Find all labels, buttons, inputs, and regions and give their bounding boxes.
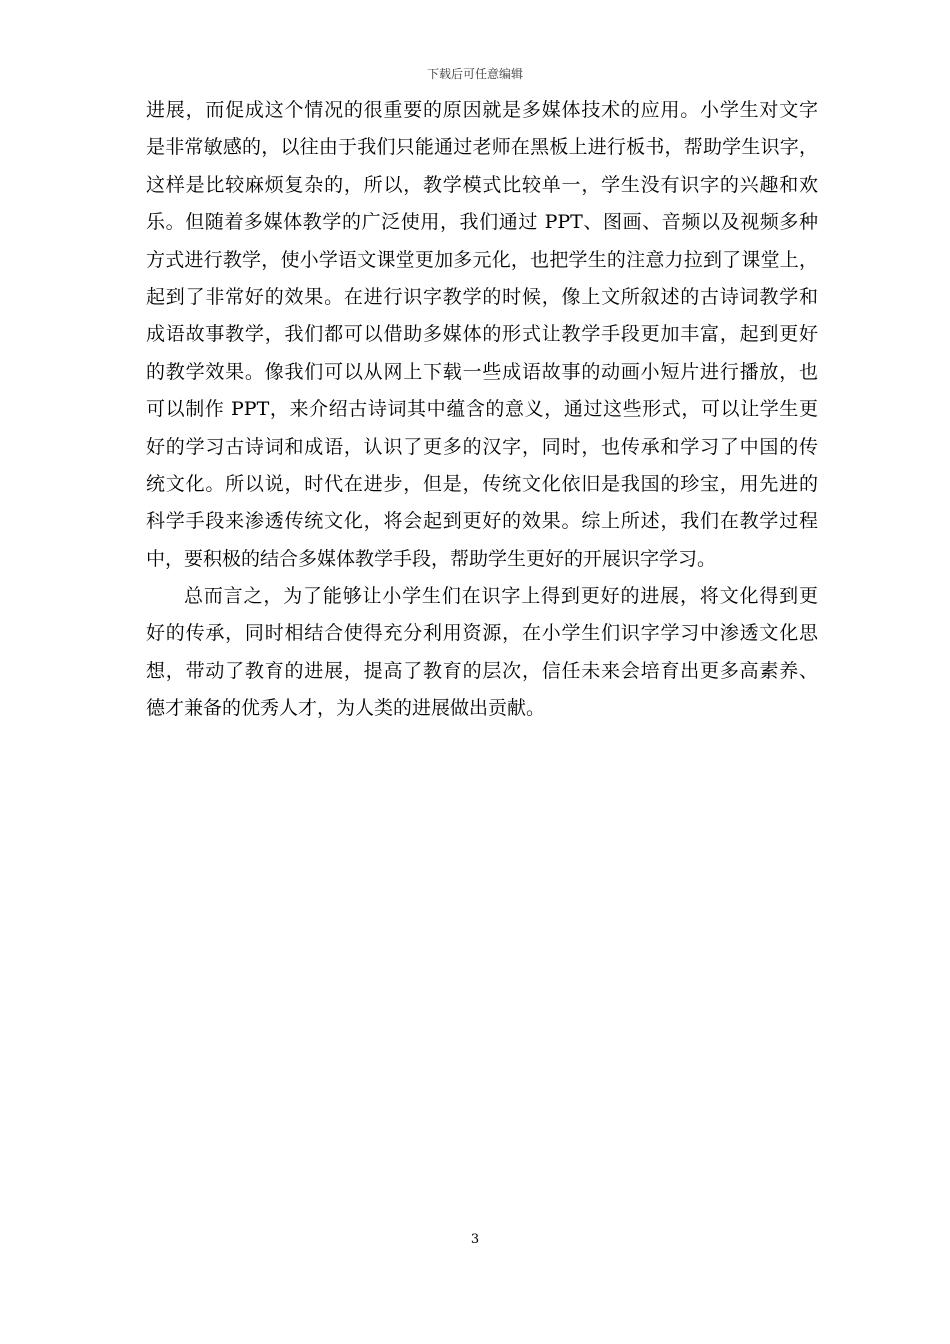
text-line: 德才兼备的优秀人才，为人类的进展做出贡献。: [146, 697, 546, 720]
text-line: 好的学习古诗词和成语，认识了更多的汉字，同时，也传承和学习了中国的传: [146, 435, 818, 458]
paragraph-first-line: 总而言之，为了能够让小学生们在识字上得到更好的进展，将文化得到更: [184, 585, 818, 608]
text-line: 科学手段来渗透传统文化，将会起到更好的效果。综上所述，我们在教学过程: [146, 510, 818, 533]
text-line: 成语故事教学，我们都可以借助多媒体的形式让教学手段更加丰富，起到更好: [146, 323, 818, 346]
text-line: 好的传承，同时相结合使得充分利用资源，在小学生们识字学习中渗透文化思: [146, 622, 818, 645]
text-line: 乐。但随着多媒体教学的广泛使用，我们通过 PPT、图画、音频以及视频多种: [146, 211, 818, 234]
text-line: 方式进行教学，使小学语文课堂更加多元化，也把学生的注意力拉到了课堂上，: [146, 248, 818, 271]
text-line: 这样是比较麻烦复杂的，所以，教学模式比较单一，学生没有识字的兴趣和欢: [146, 173, 818, 196]
text-line: 是非常敏感的，以往由于我们只能通过老师在黑板上进行板书，帮助学生识字，: [146, 136, 818, 159]
text-line: 可以制作 PPT，来介绍古诗词其中蕴含的意义，通过这些形式，可以让学生更: [146, 398, 818, 421]
text-line: 进展，而促成这个情况的很重要的原因就是多媒体技术的应用。小学生对文字: [146, 99, 818, 121]
text-line: 想，带动了教育的进展，提高了教育的层次，信任未来会培育出更多高素养、: [146, 659, 818, 682]
text-line: 统文化。所以说，时代在进步，但是，传统文化依旧是我国的珍宝，用先进的: [146, 472, 818, 495]
document-body: [146, 92, 818, 728]
page-header: 下载后可任意编辑: [426, 67, 523, 81]
text-line: 的教学效果。像我们可以从网上下载一些成语故事的动画小短片进行播放，也: [146, 360, 818, 383]
text-line: 中，要积极的结合多媒体教学手段，帮助学生更好的开展识字学习。: [146, 547, 717, 570]
page-number: 3: [470, 1232, 480, 1247]
text-line: 起到了非常好的效果。在进行识字教学的时候，像上文所叙述的古诗词教学和: [146, 285, 818, 308]
